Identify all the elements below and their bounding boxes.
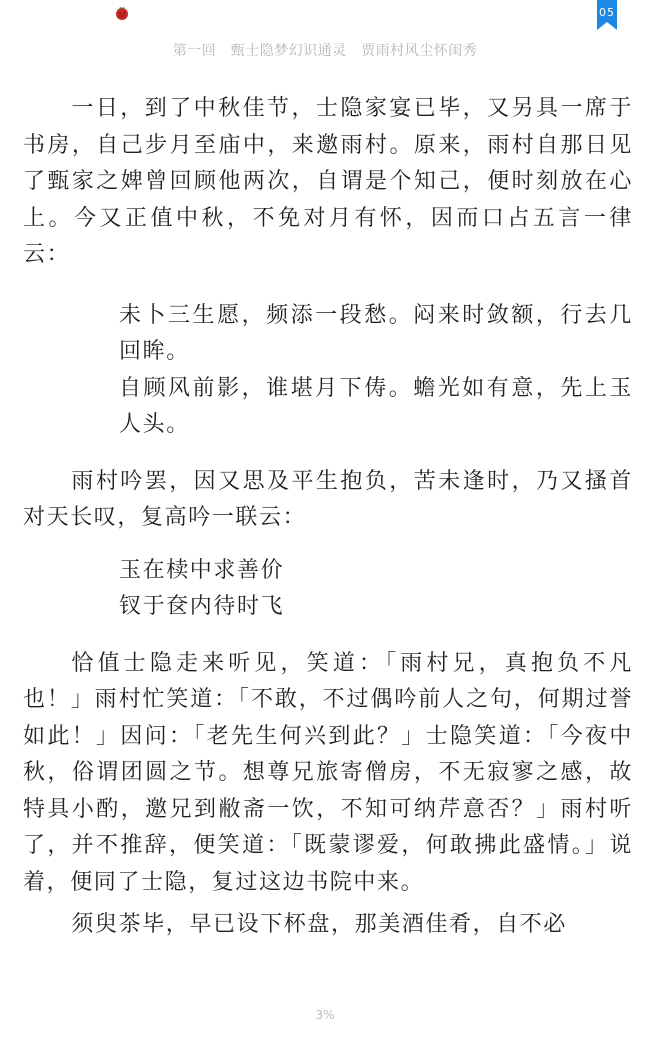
poem-line-1: 未卜三生愿，频添一段愁。闷来时敛额，行去几回眸。: [119, 302, 633, 364]
bookmark-button[interactable]: [597, 0, 617, 30]
paragraph-4: 须臾茶毕，早已设下杯盘，那美酒佳肴，自不必: [71, 912, 567, 937]
poem-line-2: 自顾风前影，谁堪月下俦。蟾光如有意，先上玉人头。: [119, 375, 633, 437]
couplet-line-2: 钗于奁内待时飞: [119, 594, 285, 619]
bookmark-label: 05: [599, 6, 615, 19]
couplet-line-1: 玉在椟中求善价: [119, 557, 285, 583]
paragraph-1: 一日，到了中秋佳节，士隐家宴已毕，又另具一席于书房，自己步月至庙中，来邀雨村。原来，雨村自那日见了甄家之婢曾回顾他两次，自谓是个知己，便时刻放在心上。今又正值中秋，不免对月有怀，因而口占五言一律云：: [23, 96, 633, 267]
red-berry-icon: [114, 5, 130, 21]
reading-progress: 3%: [315, 1008, 335, 1022]
paragraph-3: 恰值士隐走来听见，笑道：「雨村兄，真抱负不凡也！」雨村忙笑道：「不敢，不过偶吟前人之句，何期过誉如此！」因问：「老先生何兴到此？」士隐笑道：「今夜中秋，俗谓团圆之节。想尊兄旅寄僧房，不无寂寥之感，故特具小酌，邀兄到敝斋一饮，不知可纳芹意否？」雨村听了，并不推辞，便笑道：「既蒙谬爱，何敢拂此盛情。」说着，便同了士隐，复过这边书院中来。: [23, 650, 633, 895]
reading-content[interactable]: [23, 91, 633, 944]
paragraph-2: 雨村吟罢，因又思及平生抱负，苦未逢时，乃又搔首对天长叹，复高吟一联云：: [23, 468, 633, 530]
chapter-title: 第一回 甄士隐梦幻识通灵 贾雨村风尘怀闺秀: [172, 43, 478, 59]
